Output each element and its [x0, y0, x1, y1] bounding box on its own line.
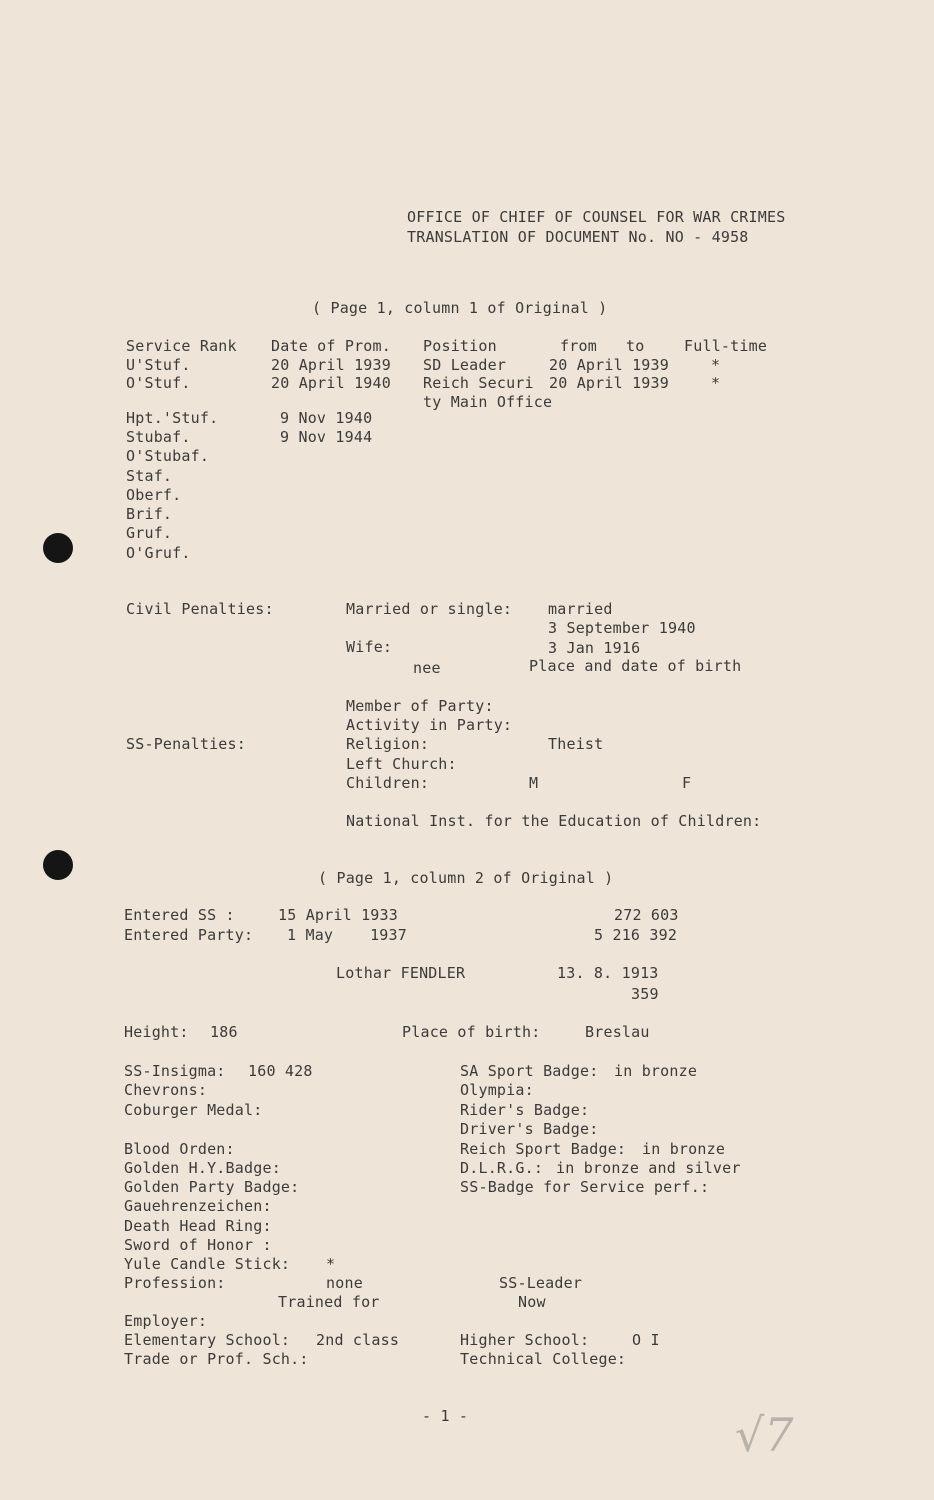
birthplace-label: Place of birth: [402, 1023, 541, 1041]
header-to: to [626, 337, 645, 355]
rank-cell: O'Stuf. [126, 374, 191, 392]
member-party-label: Member of Party: [346, 697, 494, 715]
height-label: Height: [124, 1023, 189, 1041]
page-number: - 1 - [422, 1407, 469, 1425]
higher-school-label: Higher School: [460, 1331, 590, 1349]
rider-label: Rider's Badge: [460, 1101, 590, 1119]
sa-sport-label: SA Sport Badge: [460, 1062, 599, 1080]
reich-sport-label: Reich Sport Badge: [460, 1140, 627, 1158]
entered-party-label: Entered Party: [124, 926, 254, 944]
dlrg-label: D.L.R.G.: [460, 1159, 544, 1177]
date-cell: 20 April 1940 [271, 374, 391, 392]
rank-cell: Staf. [126, 467, 173, 485]
married-date: 3 September 1940 [548, 619, 696, 637]
children-f: F [682, 774, 692, 792]
header-fulltime: Full-time [684, 337, 768, 355]
person-birth-date: 13. 8. 1913 [557, 964, 659, 982]
entered-ss-label: Entered SS : [124, 906, 235, 924]
ss-leader-label: SS-Leader [499, 1274, 583, 1292]
sword-label: Sword of Honor : [124, 1236, 272, 1254]
birth-place-date-label: Place and date of birth [529, 657, 742, 675]
rank-cell: Brif. [126, 505, 173, 523]
married-value: married [548, 600, 613, 618]
height-value: 186 [210, 1023, 238, 1041]
date-cell: 9 Nov 1940 [280, 409, 373, 427]
rank-cell: Gruf. [126, 524, 173, 542]
rank-cell: Hpt.'Stuf. [126, 409, 219, 427]
profession-value: none [326, 1274, 363, 1292]
activity-party-label: Activity in Party: [346, 716, 513, 734]
technical-college-label: Technical College: [460, 1350, 627, 1368]
children-label: Children: [346, 774, 430, 792]
date-cell: 20 April 1939 [271, 356, 391, 374]
trained-for-label: Trained for [278, 1293, 380, 1311]
person-name: Lothar FENDLER [336, 964, 466, 982]
header-date-prom: Date of Prom. [271, 337, 391, 355]
golden-party-label: Golden Party Badge: [124, 1178, 300, 1196]
wife-date: 3 Jan 1916 [548, 639, 641, 657]
rank-cell: U'Stuf. [126, 356, 191, 374]
coburger-label: Coburger Medal: [124, 1101, 263, 1119]
position-cell: Reich Securi [423, 374, 534, 392]
national-inst-label: National Inst. for the Education of Children: [346, 812, 762, 830]
header-service-rank: Service Rank [126, 337, 237, 355]
nee-label: nee [413, 659, 441, 677]
from-cell: 20 April 1939 [549, 356, 669, 374]
person-code: 359 [631, 985, 659, 1003]
now-label: Now [518, 1293, 546, 1311]
married-label: Married or single: [346, 600, 513, 618]
profession-label: Profession: [124, 1274, 226, 1292]
punch-hole-bottom [43, 850, 73, 880]
header-translation-line: TRANSLATION OF DOCUMENT No. NO - 4958 [407, 228, 749, 246]
left-church-label: Left Church: [346, 755, 457, 773]
civil-penalties-label: Civil Penalties: [126, 600, 274, 618]
ss-penalties-label: SS-Penalties: [126, 735, 246, 753]
rank-cell: O'Stubaf. [126, 447, 210, 465]
section-title-col1: ( Page 1, column 1 of Original ) [312, 299, 608, 317]
religion-value: Theist [548, 735, 604, 753]
driver-label: Driver's Badge: [460, 1120, 599, 1138]
dlrg-value: in bronze and silver [556, 1159, 741, 1177]
gauehren-label: Gauehrenzeichen: [124, 1197, 272, 1215]
entered-party-date: 1 May 1937 [287, 926, 407, 944]
religion-label: Religion: [346, 735, 430, 753]
date-cell: 9 Nov 1944 [280, 428, 373, 446]
header-office-line: OFFICE OF CHIEF OF COUNSEL FOR WAR CRIMES [407, 208, 786, 226]
entered-party-number: 5 216 392 [594, 926, 678, 944]
handwritten-mark: √7 [735, 1408, 794, 1462]
children-m: M [529, 774, 539, 792]
death-head-label: Death Head Ring: [124, 1217, 272, 1235]
elementary-school-label: Elementary School: [124, 1331, 291, 1349]
employer-label: Employer: [124, 1312, 208, 1330]
trade-school-label: Trade or Prof. Sch.: [124, 1350, 309, 1368]
olympia-label: Olympia: [460, 1081, 534, 1099]
from-cell: 20 April 1939 [549, 374, 669, 392]
chevrons-label: Chevrons: [124, 1081, 208, 1099]
punch-hole-top [43, 533, 73, 563]
elementary-school-value: 2nd class [316, 1331, 400, 1349]
reich-sport-value: in bronze [642, 1140, 726, 1158]
rank-cell: O'Gruf. [126, 544, 191, 562]
section-title-col2: ( Page 1, column 2 of Original ) [318, 869, 614, 887]
birthplace-value: Breslau [585, 1023, 650, 1041]
ss-service-badge-label: SS-Badge for Service perf.: [460, 1178, 710, 1196]
sa-sport-value: in bronze [614, 1062, 698, 1080]
fulltime-cell: * [711, 356, 721, 374]
insignia-value: 160 428 [248, 1062, 313, 1080]
golden-hy-label: Golden H.Y.Badge: [124, 1159, 281, 1177]
rank-cell: Oberf. [126, 486, 182, 504]
blood-order-label: Blood Orden: [124, 1140, 235, 1158]
position-cell: ty Main Office [423, 393, 553, 411]
higher-school-value: O I [632, 1331, 660, 1349]
entered-ss-date: 15 April 1933 [278, 906, 398, 924]
position-cell: SD Leader [423, 356, 507, 374]
yule-label: Yule Candle Stick: [124, 1255, 291, 1273]
wife-label: Wife: [346, 638, 393, 656]
rank-cell: Stubaf. [126, 428, 191, 446]
fulltime-cell: * [711, 374, 721, 392]
insignia-label: SS-Insigma: [124, 1062, 226, 1080]
yule-value: * [326, 1255, 336, 1273]
header-position: Position [423, 337, 497, 355]
entered-ss-number: 272 603 [614, 906, 679, 924]
header-from: from [560, 337, 597, 355]
